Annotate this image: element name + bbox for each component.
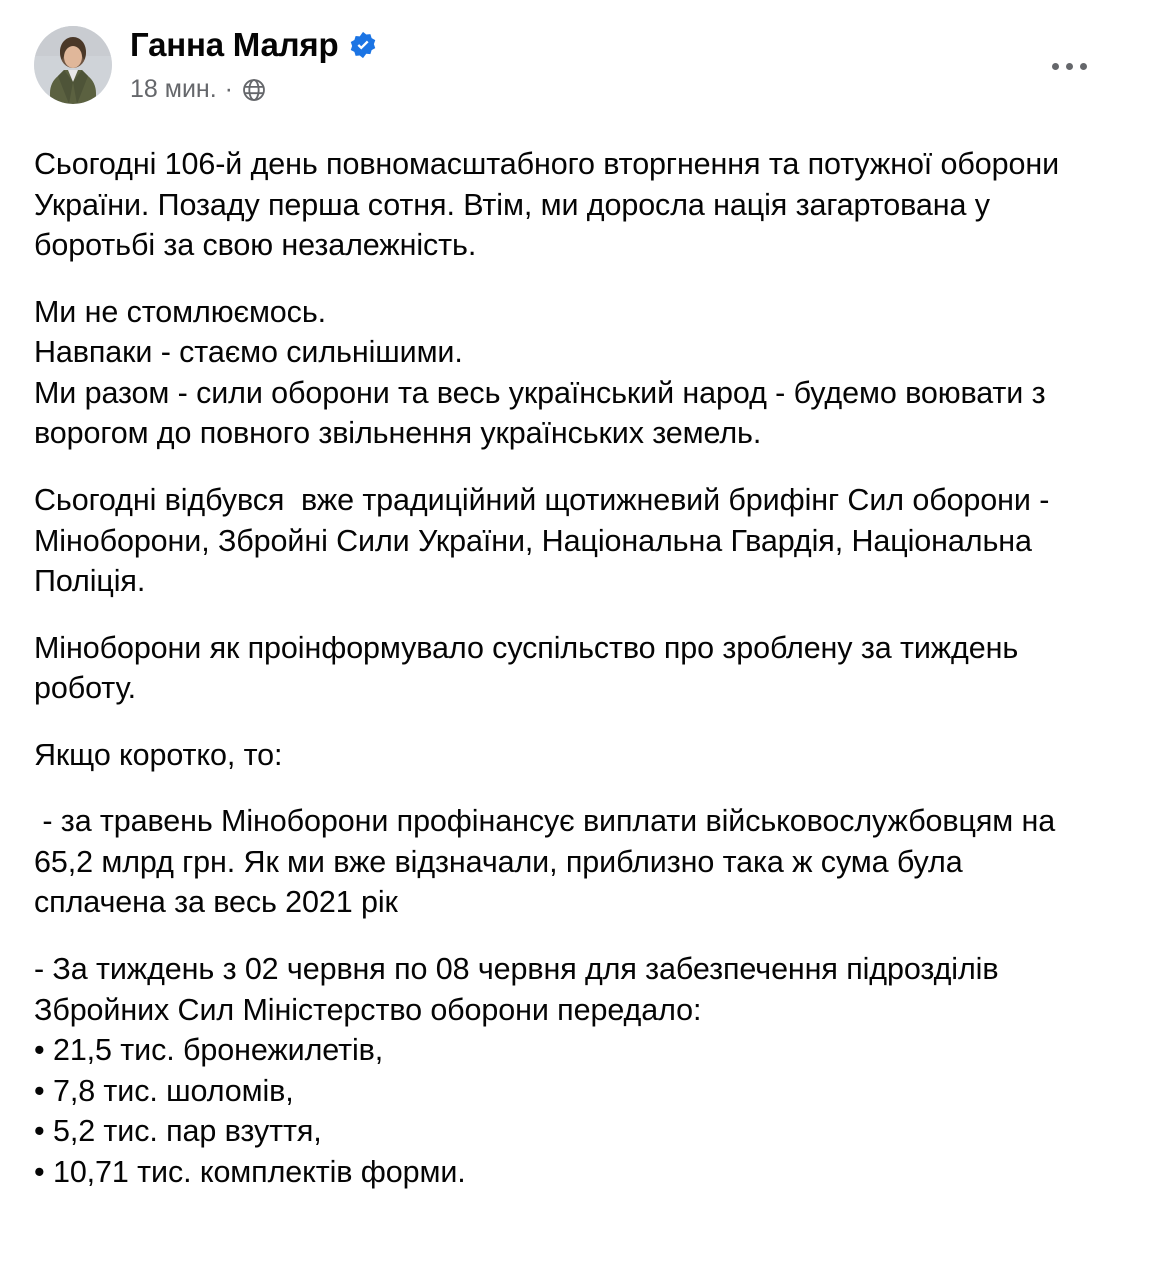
list-item: • 21,5 тис. бронежилетів, xyxy=(34,1033,384,1068)
list-item: • 10,71 тис. комплектів форми. xyxy=(34,1154,466,1189)
ellipsis-dot xyxy=(1052,63,1059,70)
post-content xyxy=(34,144,1095,1192)
post-paragraph: - за травень Міноборони профінансує виплати військовослужбовцям на 65,2 млрд грн. Як ми вже відзначали, приблизно така ж сума була сплачена за весь 2021 рік xyxy=(34,804,1064,920)
verified-badge-icon xyxy=(348,30,378,60)
post-options-button[interactable] xyxy=(1043,48,1095,84)
post-paragraph: Ми разом - сили оборони та весь український народ - будемо воювати з ворогом до повного звільнення українських земель. xyxy=(34,375,1054,451)
post-list-group xyxy=(34,949,1095,1192)
post-meta xyxy=(130,75,378,104)
post-header-text xyxy=(130,26,378,104)
post-paragraph: Міноборони як проінформувало суспільство про зроблену за тиждень роботу. xyxy=(34,630,1027,706)
globe-icon[interactable] xyxy=(241,77,267,103)
avatar[interactable] xyxy=(34,26,112,104)
post-paragraph: Сьогодні відбувся вже традиційний щотижневий брифінг Сил оборони - Міноборони, Збройні Сили України, Національна Гвардія, Національна Поліція. xyxy=(34,482,1058,599)
author-row xyxy=(130,28,378,61)
post-header xyxy=(34,26,1095,122)
post-paragraph: Навпаки - стаємо сильнішими. xyxy=(34,335,463,370)
post-timestamp[interactable]: 18 мин. xyxy=(130,75,217,103)
list-item: • 5,2 тис. пар взуття, xyxy=(34,1114,322,1149)
list-item: • 7,8 тис. шоломів, xyxy=(34,1073,294,1108)
ellipsis-dot xyxy=(1066,63,1073,70)
post-paragraph: Ми не стомлюємось. xyxy=(34,294,326,329)
post-paragraph: Сьогодні 106-й день повномасштабного вторгнення та потужної оборони України. Позаду перша сотня. Втім, ми доросла нація загартована у боротьбі за свою незалежність. xyxy=(34,147,1068,263)
author-name[interactable]: Ганна Маляр xyxy=(130,26,339,63)
meta-separator: · xyxy=(224,75,233,103)
ellipsis-dot xyxy=(1080,63,1087,70)
post-paragraph: Якщо коротко, то: xyxy=(34,737,283,772)
post-paragraph-group xyxy=(34,292,1095,454)
post-paragraph: - За тиждень з 02 червня по 08 червня для забезпечення підрозділів Збройних Сил Міністерство оборони передало: xyxy=(34,952,1007,1027)
